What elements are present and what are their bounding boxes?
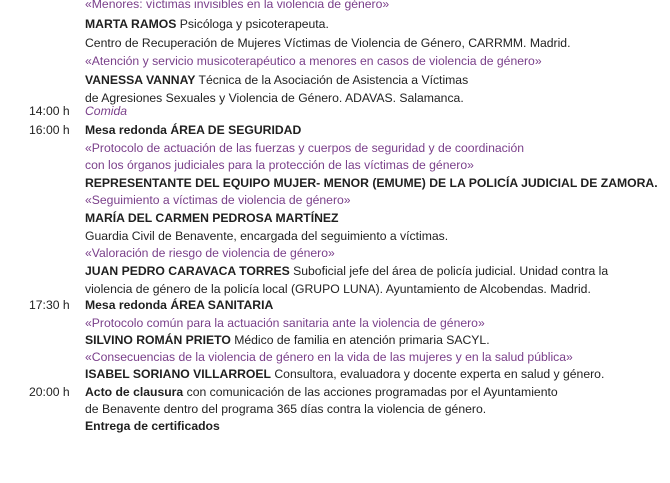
speaker-role: Psicóloga y psicoterapeuta. (176, 17, 329, 31)
talk-title-protocolo-sanitario: «Protocolo común para la actuación sanitaria ante la violencia de género» (85, 316, 485, 330)
talk-title-consecuencias: «Consecuencias de la violencia de género en la vida de las mujeres y en la salud pública» (85, 350, 573, 364)
time-1400: 14:00 h (29, 104, 70, 118)
speaker-isabel-soriano (85, 366, 604, 382)
speaker-role: Técnica de la Asociación de Asistencia a Víctimas (195, 73, 469, 87)
talk-title-seguimiento: «Seguimiento a víctimas de violencia de género» (85, 193, 351, 207)
closing-act-desc: con comunicación de las acciones programadas por el Ayuntamiento (183, 385, 558, 399)
speaker-juan-caravaca (85, 263, 608, 279)
closing-act-title: Acto de clausura (85, 385, 184, 399)
closing-act (85, 384, 558, 400)
speaker-vanessa-vannay (85, 72, 468, 88)
time-2000: 20:00 h (29, 385, 70, 399)
speaker-emume: REPRESENTANTE DEL EQUIPO MUJER- MENOR (EMUME) DE LA POLICÍA JUDICIAL DE ZAMORA. (85, 176, 658, 190)
speaker-affiliation: de Agresiones Sexuales y Violencia de Género. ADAVAS. Salamanca. (85, 91, 464, 105)
speaker-name: MARTA RAMOS (85, 17, 177, 31)
speaker-maria-pedrosa: MARÍA DEL CARMEN PEDROSA MARTÍNEZ (85, 211, 339, 225)
speaker-affiliation: Guardia Civil de Benavente, encargada del seguimiento a víctimas. (85, 229, 449, 243)
time-1600: 16:00 h (29, 123, 70, 137)
speaker-name: ISABEL SORIANO VILLARROEL (85, 367, 271, 381)
closing-act-desc-cont: de Benavente dentro del programa 365 días contra la violencia de género. (85, 402, 487, 416)
speaker-silvino-roman (85, 332, 490, 348)
talk-title-protocolo-seguridad: «Protocolo de actuación de las fuerzas y cuerpos de seguridad y de coordinación (85, 141, 525, 155)
speaker-role: Consultora, evaluadora y docente experta en salud y género. (270, 367, 605, 381)
speaker-affiliation: Centro de Recuperación de Mujeres Víctimas de Violencia de Género, CARRMM. Madrid. (85, 36, 571, 50)
speaker-name: SILVINO ROMÁN PRIETO (85, 333, 231, 347)
speaker-marta-ramos (85, 16, 329, 32)
speaker-affiliation: violencia de género de la policía local (GRUPO LUNA). Ayuntamiento de Alcobendas. Madrid. (85, 282, 591, 296)
talk-title-valoracion: «Valoración de riesgo de violencia de género» (85, 246, 335, 260)
speaker-role: Suboficial jefe del área de policía judicial. Unidad contra la (289, 264, 609, 278)
certificates: Entrega de certificados (85, 419, 220, 433)
round-table-health: Mesa redonda ÁREA SANITARIA (85, 298, 274, 312)
speaker-role: Médico de familia en atención primaria SACYL. (230, 333, 490, 347)
speaker-name: JUAN PEDRO CARAVACA TORRES (85, 264, 290, 278)
talk-title-musicoterapia: «Atención y servicio musicoterapéutico a menores en casos de violencia de género» (85, 54, 542, 68)
lunch-break: Comida (85, 104, 127, 118)
talk-title-menores: «Menores: víctimas invisibles en la violencia de género» (85, 0, 390, 11)
time-1730: 17:30 h (29, 298, 70, 312)
speaker-name: VANESSA VANNAY (85, 73, 196, 87)
round-table-security: Mesa redonda ÁREA DE SEGURIDAD (85, 123, 302, 137)
talk-title-protocolo-seguridad-cont: con los órganos judiciales para la protección de las víctimas de género» (85, 158, 474, 172)
